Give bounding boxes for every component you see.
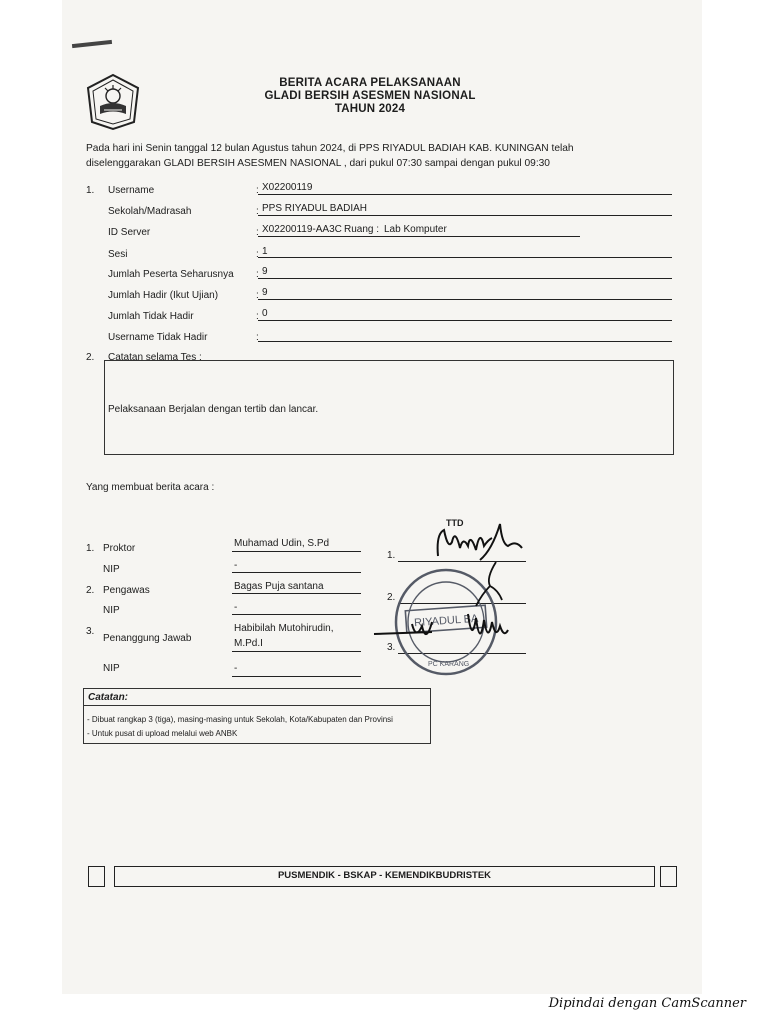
signer-1-nip: - xyxy=(234,560,238,571)
signer-2-name: Bagas Puja santana xyxy=(234,581,324,592)
catatan-item-2: - Untuk pusat di upload melalui web ANBK xyxy=(87,729,238,738)
field-colon: : xyxy=(256,249,259,260)
footer-right-box xyxy=(660,866,677,887)
signer-3-role: Penanggung Jawab xyxy=(103,633,192,644)
title-line-3: TAHUN 2024 xyxy=(334,103,406,115)
signer-3-name-line-2: M.Pd.I xyxy=(234,638,263,649)
signer-3-nip: - xyxy=(234,663,238,674)
field-line xyxy=(232,593,361,594)
field-line xyxy=(258,278,672,279)
field-value-school: PPS RIYADUL BADIAH xyxy=(262,203,368,214)
intro-line-1: Pada hari ini Senin tanggal 12 bulan Agustus tahun 2024, di PPS RIYADUL BADIAH KAB. KUNINGAN telah xyxy=(86,143,574,154)
signer-2-role: Pengawas xyxy=(103,585,150,596)
section-2-number: 2. xyxy=(86,352,95,363)
catatan-title: Catatan: xyxy=(84,689,430,706)
field-colon: : xyxy=(256,227,259,238)
stamp-ring-text: PC KARANG xyxy=(428,661,470,668)
signer-1-name: Muhamad Udin, S.Pd xyxy=(234,538,330,549)
section-1-number: 1. xyxy=(86,185,95,196)
field-colon: : xyxy=(256,185,259,196)
sig-number-3: 3. xyxy=(387,642,396,653)
field-line xyxy=(232,551,361,552)
field-colon: : xyxy=(256,290,259,301)
field-label-absent-usernames: Username Tidak Hadir xyxy=(108,332,208,343)
field-value-room: Lab Komputer xyxy=(384,224,447,235)
field-value-absent: 0 xyxy=(262,308,268,319)
sig-number-1: 1. xyxy=(387,550,396,561)
signer-3-number: 3. xyxy=(86,626,95,637)
field-colon: : xyxy=(256,311,259,322)
title-line-2: GLADI BERSIH ASESMEN NASIONAL xyxy=(264,90,476,102)
signer-2-nip: - xyxy=(234,602,238,613)
field-line xyxy=(258,215,672,216)
stamp-text: RIYADUL BA xyxy=(413,612,479,630)
field-line xyxy=(258,236,580,237)
signer-1-number: 1. xyxy=(86,543,95,554)
document-title xyxy=(240,77,500,116)
footer-bar: PUSMENDIK - BSKAP - KEMENDIKBUDRISTEK xyxy=(114,866,655,887)
field-value-session: 1 xyxy=(262,246,268,257)
field-label-username: Username xyxy=(108,185,155,196)
signer-3-nip-label: NIP xyxy=(103,663,120,674)
field-label-school: Sekolah/Madrasah xyxy=(108,206,192,217)
field-label-expected-participants: Jumlah Peserta Seharusnya xyxy=(108,269,234,280)
field-value-present: 9 xyxy=(262,287,268,298)
catatan-item-1: - Dibuat rangkap 3 (tiga), masing-masing untuk Sekolah, Kota/Kabupaten dan Provinsi xyxy=(87,715,393,724)
field-line xyxy=(232,572,361,573)
field-line xyxy=(258,194,672,195)
intro-line-2: diselenggarakan GLADI BERSIH ASESMEN NASIONAL , dari pukul 07:30 sampai dengan pukul 09:30 xyxy=(86,158,550,169)
field-label-present: Jumlah Hadir (Ikut Ujian) xyxy=(108,290,219,301)
field-value-username: X02200119 xyxy=(262,182,313,193)
section-2-label: Catatan selama Tes : xyxy=(108,352,202,363)
field-colon: : xyxy=(256,206,259,217)
signer-1-role: Proktor xyxy=(103,543,136,554)
signer-2-number: 2. xyxy=(86,585,95,596)
field-line xyxy=(258,341,672,342)
field-label-room: Ruang : xyxy=(344,224,380,235)
title-line-1: BERITA ACARA PELAKSANAAN xyxy=(279,77,461,89)
field-value-server-id: X02200119-AA3C xyxy=(262,224,342,235)
notes-text: Pelaksanaan Berjalan dengan tertib dan lancar. xyxy=(108,404,319,415)
maker-label: Yang membuat berita acara : xyxy=(86,482,215,493)
field-value-expected-participants: 9 xyxy=(262,266,268,277)
catatan-box xyxy=(83,688,431,744)
signer-3-name-line-1: Habibilah Mutohirudin, xyxy=(234,623,334,634)
field-colon: : xyxy=(256,269,259,280)
ttd-label: TTD xyxy=(446,518,464,528)
field-line xyxy=(232,651,361,652)
camscanner-watermark: Dipindai dengan CamScanner xyxy=(548,996,746,1011)
field-line xyxy=(258,257,672,258)
footer-left-box xyxy=(88,866,105,887)
tut-wuri-handayani-logo-icon xyxy=(82,72,144,132)
field-line xyxy=(232,614,361,615)
sig-number-2: 2. xyxy=(387,592,396,603)
signer-2-nip-label: NIP xyxy=(103,605,120,616)
signature-3-icon xyxy=(372,604,512,654)
field-line xyxy=(232,676,361,677)
signer-1-nip-label: NIP xyxy=(103,564,120,575)
field-line xyxy=(258,320,672,321)
field-label-session: Sesi xyxy=(108,249,128,260)
intro-paragraph xyxy=(86,141,672,171)
field-line xyxy=(258,299,672,300)
field-colon: : xyxy=(256,332,259,343)
field-label-server-id: ID Server xyxy=(108,227,151,238)
field-label-absent: Jumlah Tidak Hadir xyxy=(108,311,194,322)
signature-2-icon xyxy=(468,560,508,608)
